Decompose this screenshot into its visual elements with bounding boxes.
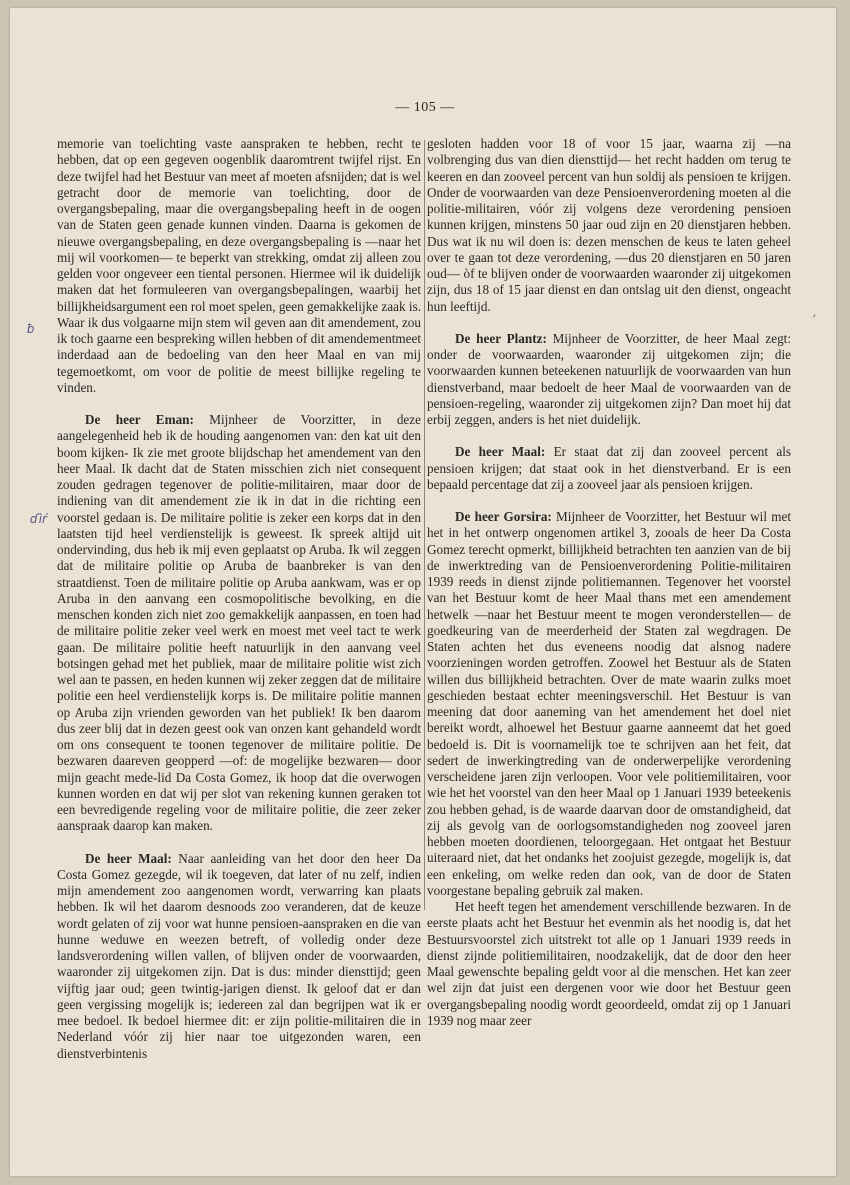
speech-text: Mijnheer de Voorzitter, in deze aangelegenheid heb ik de houding aangenomen van: den kat uit den boom kijken- Ik zie met groote blijdschap het amendement van den heer Maal. Ik dacht dat de Staten misschien zich niet consequent zouden gedragen tegenover de politie-militairen, maar door de indiening van dit amendement zie ik in dat in die richting een voorstel gedaan is. De militaire politie is zeker een korps dat in den laatsten tijd heel verdienstelijk is geweest. Ik spreek altijd uit ondervinding, dus heb ik mij even geplaatst op Aruba. Ik wil zeggen dat de militaire politie op Aruba de baanbreker is van den straatdienst. Toen de militaire politie op Aruba aankwam, was er op Aruba in den aanvang een cosmopolitische bevolking, en die menschen konden zich niet zoo gemakkelijk aanpassen, en toen had de militaire politie zeker veel werk en moest met veel tact te werk gaan. De militaire politie heeft natuurlijk in den aanvang veel botsingen gehad met het publiek, maar de militaire politie wist zich wel aan te passen, en heden kunnen wij zeker zeggen dat de militaire politie een heel verdienstelijk korps is. De militaire politie mannen op Aruba zijn vrienden geworden van het publiek! Ik ben daarom dus zeer blij dat in dezen geest ook van onzen kant gehandeld wordt om ons consequent te toonen tegenover de militaire politie. De bezwaren daareven geopperd —of: de mogelijke bezwaren— door mijn geacht mede-lid Da Costa Gomez, ik hoop dat die overwogen kunnen worden en dat wij per slot van rekening kunnen geraken tot een bevredigende regeling voor de militaire politie, die zeer zeker aanspraak daarop kan maken.: [57, 412, 421, 834]
speaker-name: De heer Gorsira:: [455, 509, 552, 524]
margin-annotation: ɗìŕ: [30, 512, 47, 526]
speaker-name: De heer Maal:: [455, 444, 546, 460]
speaker-name: De heer Plantz:: [455, 330, 547, 346]
speech-paragraph: [57, 412, 421, 835]
speech-text: Er staat dat zij dan zooveel percent als pensioen krijgen; dat staat ook in het dienstverband. Er is een bepaald percentage dat zij a zooveel jaar als pensioen krijgen.: [427, 444, 791, 492]
speech-text: Naar aanleiding van het door den heer Da Costa Gomez gezegde, wil ik toegeven, dat later of nu zelf, indien mijn amendement zoo aangenomen wordt, verwarring kan plaats hebben. Ik wil het daarom desnoods zoo veranderen, dat de keuze wordt gelaten of zij voor wat hunne pensioen-aanspraken en die van hunne weduwe en weezen betreft, of volledig onder deze landsverordening willen vallen, of blijven onder de voorwaarden, waaronder zij uitgekomen zijn. Dat is dus: minder diensttijd; geen vijftig jaar oud; geen twintig-jarigen dienst. Ik geloof dat er dan geen vergissing mogelijk is; iedereen zal dan begrijpen wat ik er mee bedoel. Ik bedoel hiermee dit: er zijn politie-militairen die in Nederland vóór zij hier naar toe uitgezonden waren, een dienstverbintenis: [57, 850, 421, 1061]
speech-text: Mijnheer de Voorzitter, het Bestuur wil met het in het ontwerp ongenomen artikel 3, zooals de heer Da Costa Gomez terecht opmerkt, billijkheid betrachten ten aanzien van de bij de inwerktreding van de Pensioenverordening Politie-militairen 1939 reeds in dienst zijnde politiemannen. Tegenover het voorstel van het Bestuur komt de heer Maal thans met een amendement hetwelk —naar het Bestuur meent te mogen veronderstellen— de goedkeuring van de meerderheid der Staten zal wegdragen. De Staten achten het dus eveneens noodig dat alsnog nadere voorzieningen worden getroffen. Zoowel het Bestuur als de Staten willen dus billijkheid betrachten. Over de mate waarin zulks moet geschieden bestaat echter meeningsverschil. Het Bestuur is van meening dat door aaneming van het amendement het doel niet bereikt wordt, alhoewel het Bestuur gaarne aanneemt dat het goed bedoeld is. Dit is voornamelijk toe te schrijven aan het feit, dat sedert de inwerkingtreding van de onderwerpelijke verordening verscheidene jaren zijn verloopen. Voor vele politiemilitairen, voor wie het het voorstel van den heer Maal op 1 Januari 1939 beteekenis zou hebben gehad, is de waarde daarvan door de omstandigheid, dat zij als gevolg van de oorlogsomstandigheden nog zooveel jaren hebben moeten doordienen, teloorgegaan. Het ontgaat het Bestuur uiteraard niet, dat het ondanks het zoojuist gezegde, mogelijk is, dat een enkeling, om welke reden dan ook, van de door de Staten voorgestane bepaling gebruik zal maken.: [427, 509, 791, 898]
speech-paragraph: [427, 444, 791, 493]
paragraph: memorie van toelichting vaste aanspraken te hebben, recht te hebben, dat op een gegeven oogenblik daaromtrent twijfel rijst. En deze twijfel had het Bestuur van meet af moeten afsnijden; dat is wel getracht door de memorie van toelichting, door de overgangsbepaling, maar die overgangsbepaling heeft in de oogen van de Staten geen genade kunnen vinden. Daarna is gekomen de nieuwe overgangsbepaling, en deze overgangsbepaling is —naar het mij wil voorkomen— te beperkt van strekking, omdat zij alleen zou gelden voor ongeveer een tiental personen. Hiermee wil ik duidelijk maken dat het formuleeren van overgangsbepalingen, waarbij het billijkheidsargument een rol moet spelen, geen gemakkelijke zaak is. Waar ik dus volgaarne mijn stem wil geven aan dit amendement, zou ik toch gaarne een bespreking willen hebben of dit amendementmeet inderdaad aan de bedoeling van den heer Maal en van mij tegemoetkomt, om voor de politie de meest billijke regeling te vinden.: [57, 136, 421, 395]
speech-text: Mijnheer de Voorzitter, de heer Maal zegt: onder de voorwaarden, waaronder zij uitgekomen zijn; die voorwaarden kunnen beteekenen natuurlijk de voorwaarden van hun dienstverband, maar bedoelt de heer Maal de voorwaarden van de pensioen-regeling, waaronder zij uitgekomen zijn? Dan moet hij dat erbij zeggen, anders is het niet duidelijk.: [427, 330, 791, 427]
paragraph: gesloten hadden voor 18 of voor 15 jaar, waarna zij —na volbrenging dus van dien diensttijd— het recht hadden om terug te keeren en dan zooveel percent van hun soldij als pensioen te krijgen. Onder de voorwaarden van deze Pensioenverordening moeten al die politie-militairen, vóór zij volgens deze verordening pensioen kunnen krijgen, minstens 50 jaar oud zijn en 20 dienstjaren hebben. Dus wat ik nu wil doen is: dezen menschen de keus te laten geheel over te gaan tot deze verordening, —dus 20 dienstjaren en 50 jaren oud— òf te blijven onder de voorwaarden waaronder zij uitgekomen zijn, dus 18 of 15 jaar dienst en dan ontslag uit den dienst, ongeacht hun leeftijd.: [427, 136, 791, 314]
right-column: [427, 136, 791, 1029]
speaker-name: De heer Eman:: [85, 412, 194, 427]
page-number: — 105 —: [395, 100, 455, 115]
paragraph: Het heeft tegen het amendement verschillende bezwaren. In de eerste plaats acht het Bestuur het evenmin als het noodig is, dat het Bestuursvoorstel zich uitstrekt tot alle op 1 Januari 1939 reeds in dienst zijnde politiemilitairen, noodzakelijk, dat de door den heer Maal gewenschte bepaling geldt voor al die menschen. Het kan zeer wel zijn dat juist een dergenen voor wie door het Bestuur geen overgangsbepaling noodig wordt geoordeeld, omdat zij op 1 Januari 1939 nog maar zeer: [427, 899, 791, 1028]
column-divider: [424, 140, 425, 910]
left-column: [57, 136, 421, 1062]
speaker-name: De heer Maal:: [85, 850, 172, 866]
speech-paragraph: [57, 851, 421, 1062]
margin-annotation: ,: [813, 305, 817, 319]
speech-paragraph: [427, 509, 791, 899]
margin-annotation: ƀ: [27, 322, 35, 336]
speech-paragraph: [427, 331, 791, 429]
